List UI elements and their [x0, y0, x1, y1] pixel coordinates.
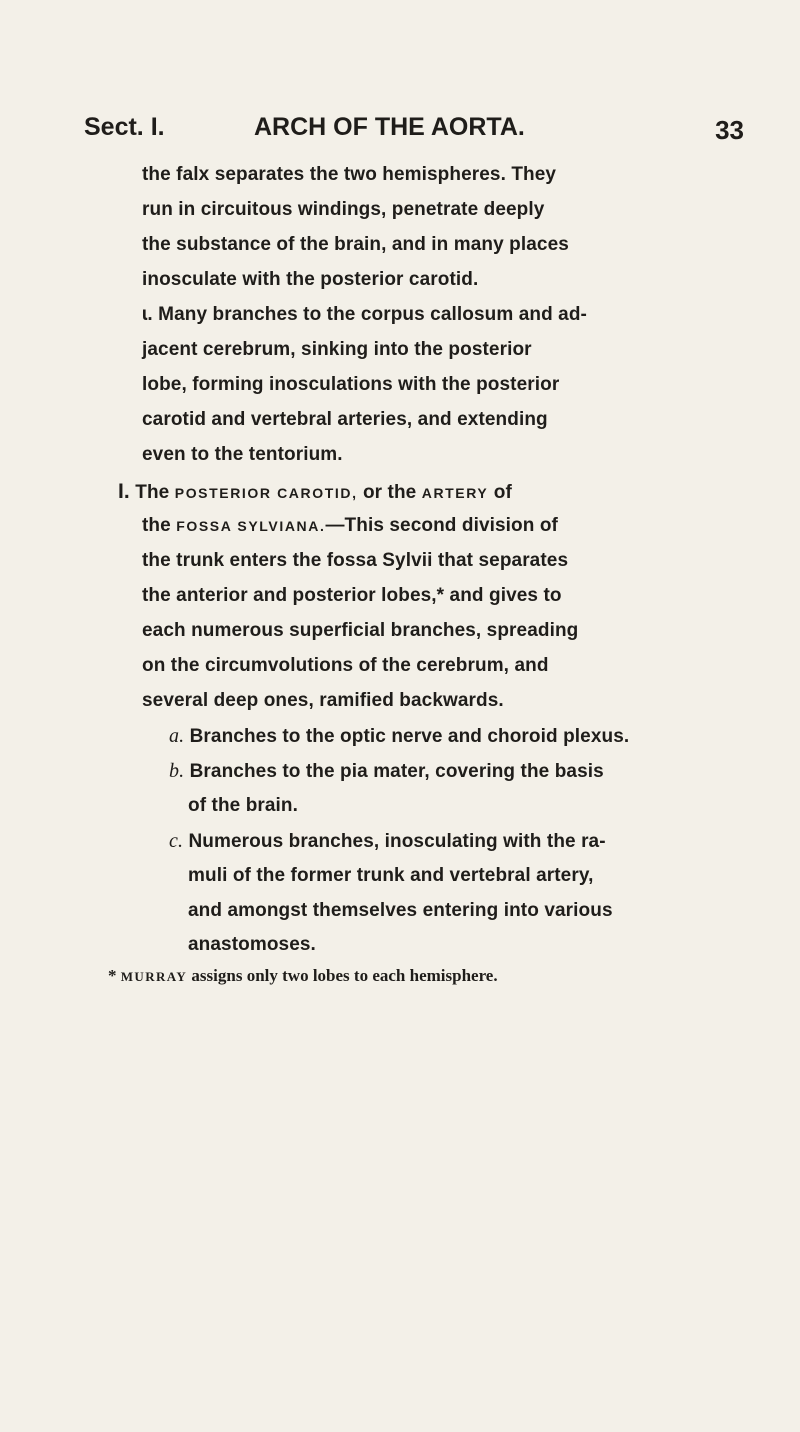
text-line: the falx separates the two hemispheres. They	[142, 164, 557, 185]
text-line: of the brain.	[188, 795, 299, 816]
text-line: muli of the former trunk and vertebral artery,	[188, 865, 594, 886]
footnote-author: MURRAY	[120, 969, 188, 984]
term-fossa-sylviana: FOSSA SYLVIANA.	[176, 518, 326, 534]
text-line: each numerous superficial branches, spreading	[142, 620, 579, 641]
footnote	[108, 966, 498, 986]
text-line: carotid and vertebral arteries, and extending	[142, 409, 548, 430]
term-artery: ARTERY	[421, 485, 489, 501]
page-title: ARCH OF THE AORTA.	[254, 113, 525, 141]
list-item	[169, 830, 606, 853]
item-text: Numerous branches, inosculating with the ra-	[188, 831, 606, 852]
footnote-text: assigns only two lobes to each hemisphere.	[191, 966, 498, 985]
item-marker: c.	[169, 830, 184, 852]
text-line: on the circumvolutions of the cerebrum, and	[142, 655, 549, 676]
text-line: lobe, forming inosculations with the posterior	[142, 374, 560, 395]
text-line: the anterior and posterior lobes,* and gives to	[142, 585, 562, 606]
text-line	[142, 515, 558, 537]
item-text: Branches to the pia mater, covering the basis	[189, 761, 604, 782]
item-text: Many branches to the corpus callosum and ad-	[158, 304, 587, 325]
text-span: The	[135, 482, 170, 503]
text-line: and amongst themselves entering into various	[188, 900, 613, 921]
item-marker: b.	[169, 760, 185, 782]
text-line	[142, 304, 587, 326]
text-line: run in circuitous windings, penetrate deeply	[142, 199, 545, 220]
text-line: inosculate with the posterior carotid.	[142, 269, 479, 290]
text-line	[118, 480, 512, 504]
item-marker: a.	[169, 725, 185, 747]
text-line: jacent cerebrum, sinking into the posterior	[142, 339, 532, 360]
item-marker: ɩ.	[142, 304, 153, 325]
list-item	[169, 725, 629, 748]
text-span: or the	[362, 482, 417, 503]
page-number: 33	[715, 115, 744, 145]
running-head	[84, 113, 744, 153]
footnote-marker: *	[108, 966, 117, 985]
text-line: anastomoses.	[188, 934, 316, 955]
text-line: the trunk enters the fossa Sylvii that separates	[142, 550, 569, 571]
list-item	[169, 760, 604, 783]
text-span: —This second division of	[325, 515, 558, 536]
section-marker: I.	[118, 480, 130, 503]
text-line: even to the tentorium.	[142, 444, 343, 465]
text-span: the	[142, 515, 171, 536]
text-span: of	[493, 482, 512, 503]
section-label: Sect. I.	[84, 113, 165, 141]
item-text: Branches to the optic nerve and choroid plexus.	[189, 726, 630, 747]
text-line: the substance of the brain, and in many places	[142, 234, 569, 255]
term-posterior-carotid: POSTERIOR CAROTID,	[174, 485, 358, 501]
text-line: several deep ones, ramified backwards.	[142, 690, 504, 711]
